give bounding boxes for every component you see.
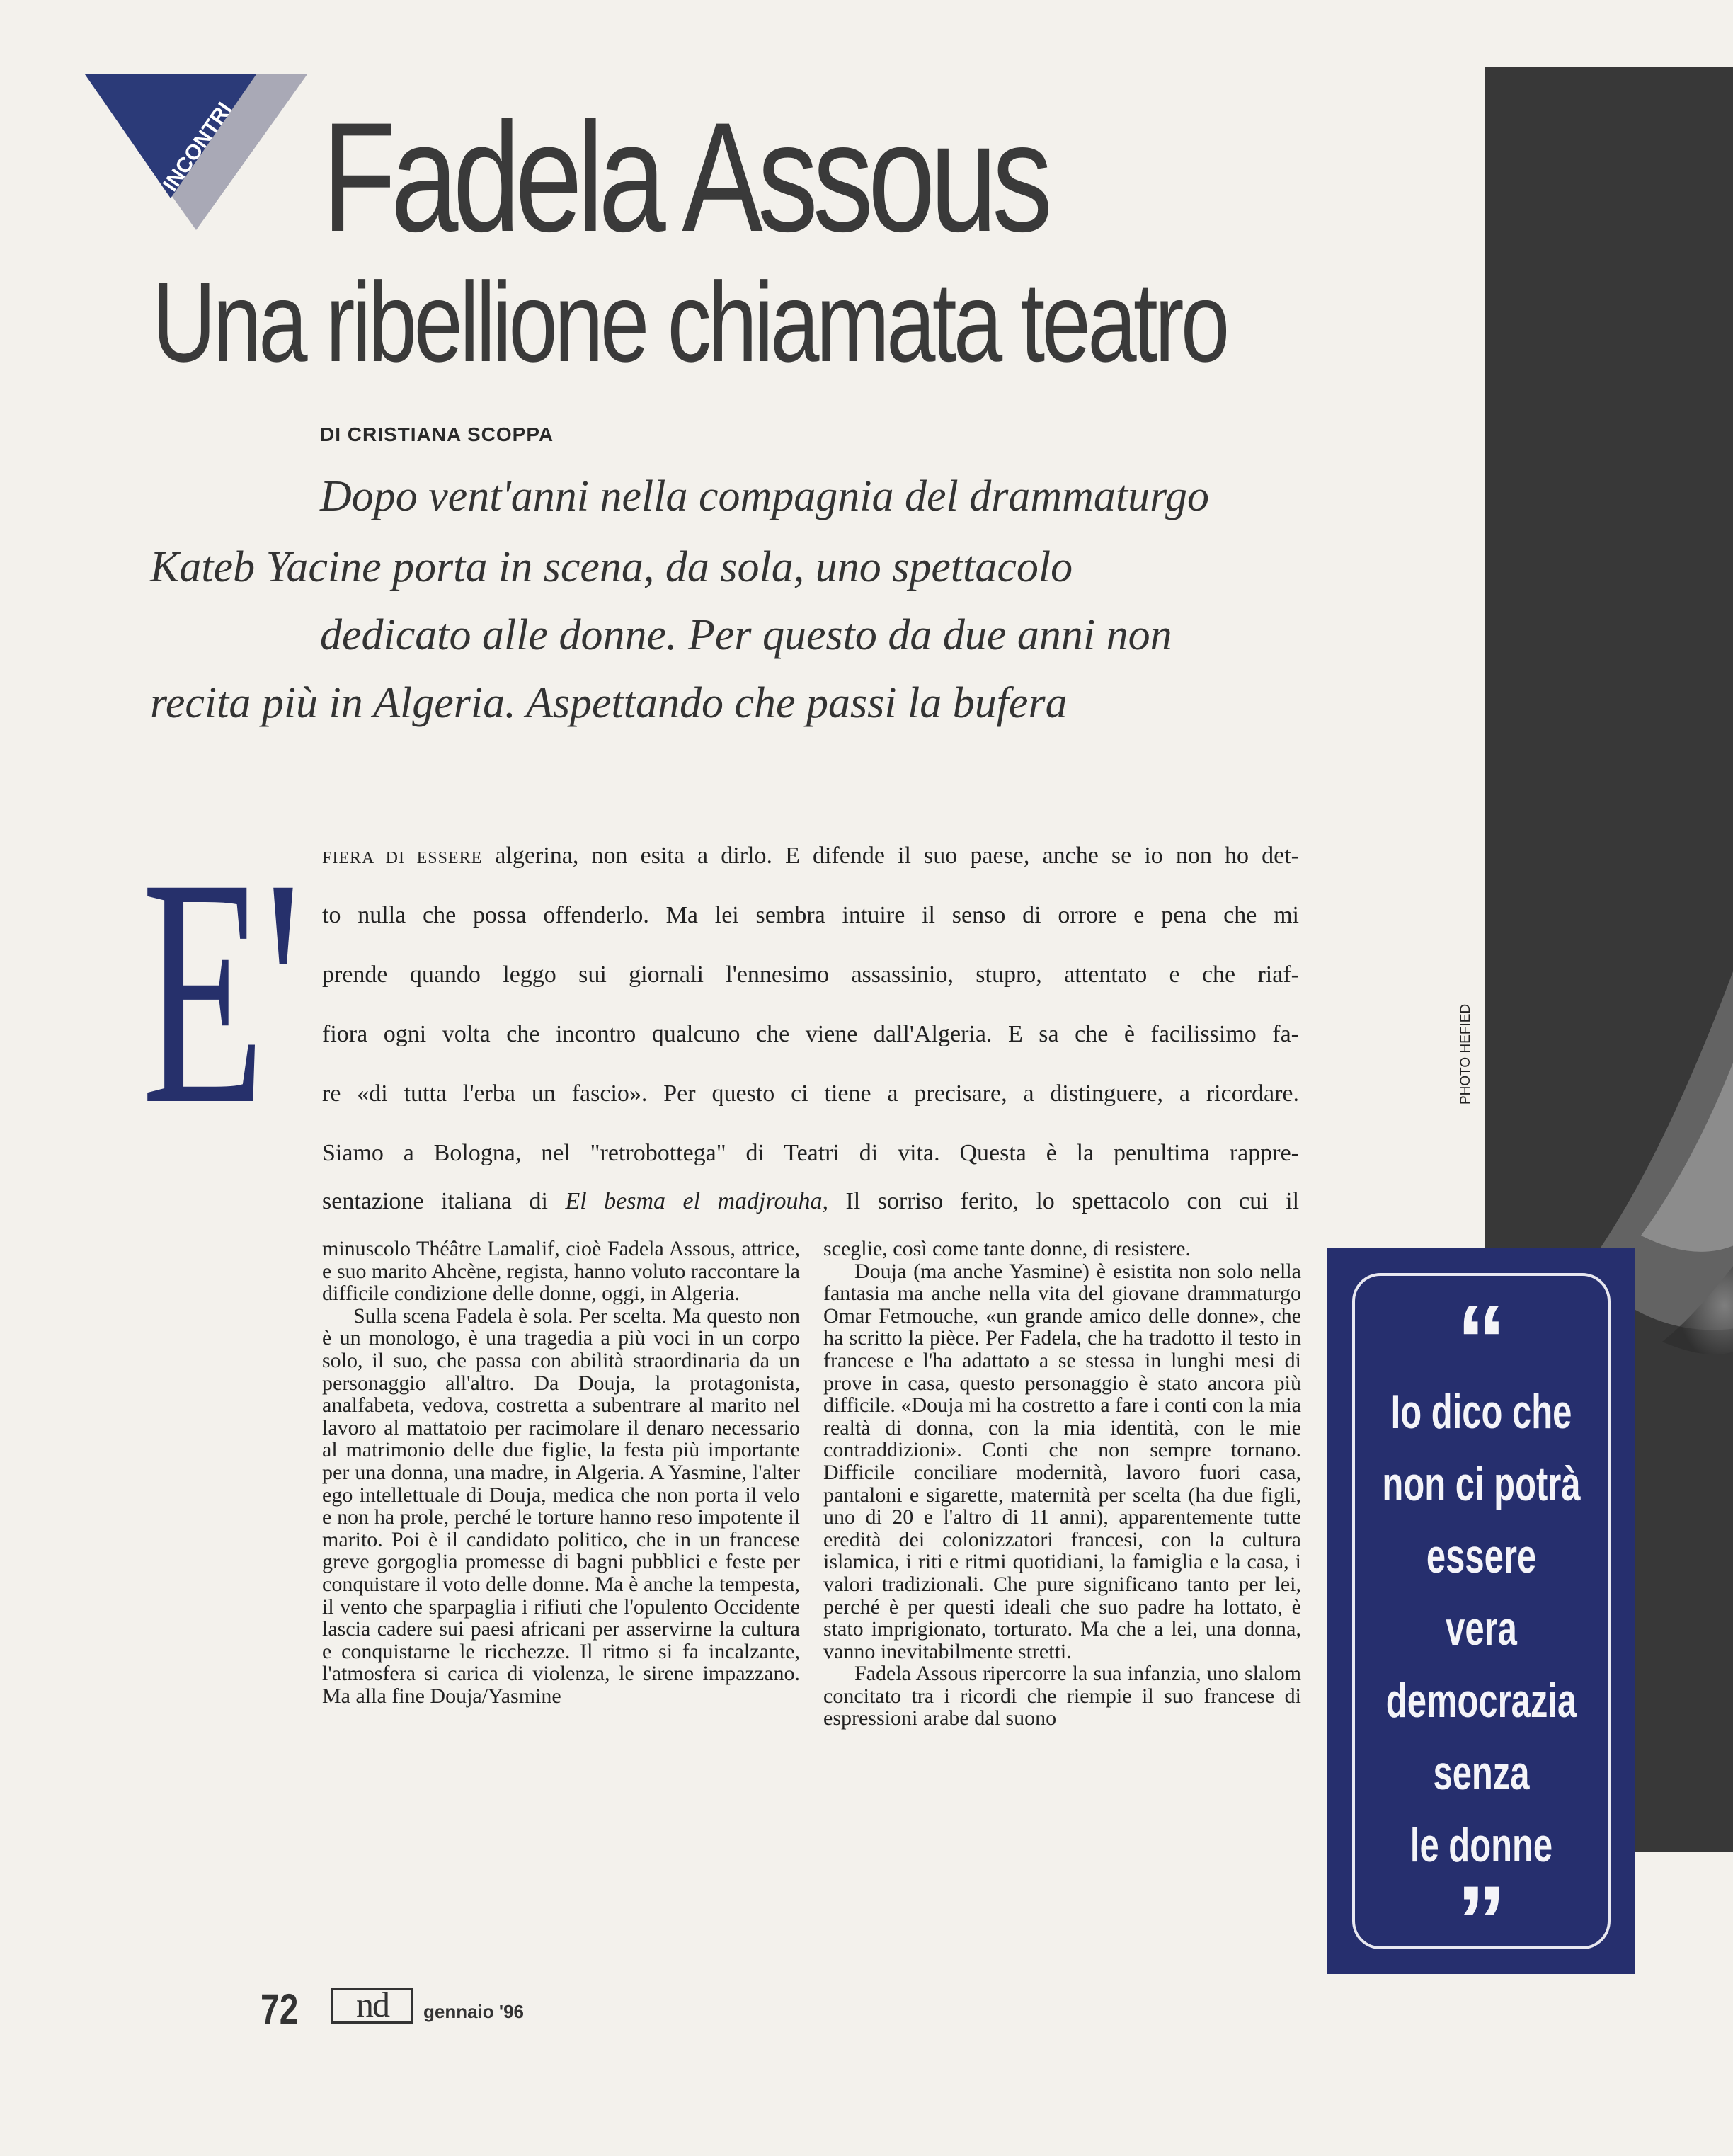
pull-quote-line: democrazia	[1385, 1674, 1577, 1728]
section-label: INCONTRI	[159, 98, 237, 196]
body-paragraph: Sulla scena Fadela è sola. Per scelta. Ma questo non è un monologo, è una tragedia a più voci in un corpo solo, il suo, che passa con abilità straordinaria da un personaggio all'altro. Da Douja, la protagonista, analfabeta, vedova, costretta a subentrare al marito nel lavoro al mattatoio per racimolare il denaro necessario al matrimonio delle due figlie, la festa più importante per una donna, una madre, in Algeria. A Yasmine, l'alter ego intellettuale di Douja, medica che non porta il velo e non ha prole, perché le torture hanno reso impotente il marito. Poi è il candidato politico, che in un francese greve gorgoglia promesse di bagni pubblici e feste per conquistare il voto delle donne. Ma è anche la tempesta, il vento che sparpaglia i rifiuti che l'opulento Occidente lascia cadere sui paesi africani per asservirne la cultura e conquistarne le ricchezze. Il ritmo si fa incalzante, l'atmosfera si carica di violenza, le sirene impazzano. Ma alla fine Douja/Yasmine	[322, 1304, 800, 1708]
pull-quote-line: non ci potrà	[1382, 1457, 1581, 1511]
section-tag	[79, 67, 313, 237]
page-number: 72	[261, 1985, 299, 2033]
pull-quote-line: le donne	[1409, 1818, 1553, 1872]
byline: DI CRISTIANA SCOPPA	[320, 423, 554, 445]
lead-text: algerina, non esita a dirlo. E difende il suo paese, anche se io non ho det-	[495, 843, 1299, 869]
lead-text: sentazione italiana di	[322, 1188, 548, 1214]
drop-cap: E'	[142, 811, 302, 1172]
lead-line	[322, 1190, 1299, 1214]
body-paragraph: Fadela Assous ripercorre la sua infanzia, uno slalom concitato tra i ricordi che riempie il suo francese di espressioni arabe dal suono	[823, 1662, 1301, 1730]
pull-quote-line: essere	[1426, 1529, 1537, 1583]
deck-line: recita più in Algeria. Aspettando che passi la bufera	[150, 679, 1068, 727]
issue-date: gennaio '96	[423, 2001, 524, 2022]
article-subtitle: Una ribellione chiamata teatro	[152, 258, 1227, 385]
pull-quote	[1327, 1248, 1635, 1974]
pull-quote-text	[1327, 1376, 1635, 1881]
lead-text: Il sorriso ferito, lo spettacolo con cui il	[845, 1188, 1300, 1214]
lead-line: re «di tutta l'erba un fascio». Per questo ci tiene a precisare, a distinguere, a ricordare.	[322, 1080, 1299, 1107]
body-paragraph: Douja (ma anche Yasmine) è esistita non solo nella fantasia ma anche nella vita del giovane drammaturgo Omar Fetmouche, «un grande amico delle donne», che ha scritto la pièce. Per Fadela, che ha tradotto il testo in francese e l'ha adattato a se stessa in lunghi mesi di prove in casa, questo personaggio è stato ancora più difficile. «Douja mi ha costretto a fare i conti con la mia realtà di donna, con la mia identità, con le mie contraddizioni». Conti che non sempre tornano. Difficile conciliare modernità, lavoro fuori casa, pantaloni e sigarette, maternità per scelta (ha due figli, uno di 20 e l'altro di 11 anni), apparentemente tutte eredità dei colonizzatori francesi, con la cultura islamica, i riti e ritmi quotidiani, la famiglia e la casa, i valori tradizionali. Che pure significano tanto per lei, perché è per questi ideali che suo padre ha lottato, è stato imprigionato, torturato. Ma che a lei, una donna, vanno inevitabilmente stretti.	[823, 1259, 1301, 1663]
deck-line: Kateb Yacine porta in scena, da sola, uno spettacolo	[150, 543, 1073, 591]
lead-line: fiora ogni volta che incontro qualcuno che viene dall'Algeria. E sa che è facilissimo fa-	[322, 1021, 1299, 1047]
magazine-logo: nd	[331, 1988, 413, 2024]
body-paragraph: minuscolo Théâtre Lamalif, cioè Fadela Assous, attrice, e suo marito Ahcène, regista, hanno voluto raccontare la difficile condizione delle donne, oggi, in Algeria.	[322, 1237, 800, 1306]
close-quote-mark: ”	[1456, 1865, 1506, 1976]
lead-line: to nulla che possa offenderlo. Ma lei sembra intuire il senso di orrore e pena che mi	[322, 902, 1299, 928]
play-title: El besma el madjrouha,	[565, 1188, 828, 1214]
photo-credit: PHOTO HEFIED	[1458, 1003, 1473, 1105]
lead-smallcaps: FIERA DI ESSERE	[322, 849, 483, 867]
lead-line: Siamo a Bologna, nel "retrobottega" di Teatri di vita. Questa è la penultima rappre-	[322, 1140, 1299, 1166]
deck-line: Dopo vent'anni nella compagnia del drammaturgo	[320, 472, 1209, 520]
body-column-left	[322, 1238, 800, 1707]
body-column-right	[823, 1238, 1301, 1730]
lead-line	[322, 844, 1299, 868]
open-quote-mark: “	[1456, 1284, 1506, 1396]
article-title: Fadela Assous	[322, 90, 1048, 264]
pull-quote-line: Io dico che	[1390, 1385, 1572, 1439]
deck-line: dedicato alle donne. Per questo da due anni non	[320, 611, 1172, 659]
body-paragraph: sceglie, così come tante donne, di resistere.	[823, 1237, 1191, 1260]
lead-line: prende quando leggo sui giornali l'ennesimo assassinio, stupro, attentato e che riaf-	[322, 962, 1299, 988]
pull-quote-line: senza	[1433, 1746, 1530, 1800]
pull-quote-line: vera	[1446, 1602, 1517, 1655]
